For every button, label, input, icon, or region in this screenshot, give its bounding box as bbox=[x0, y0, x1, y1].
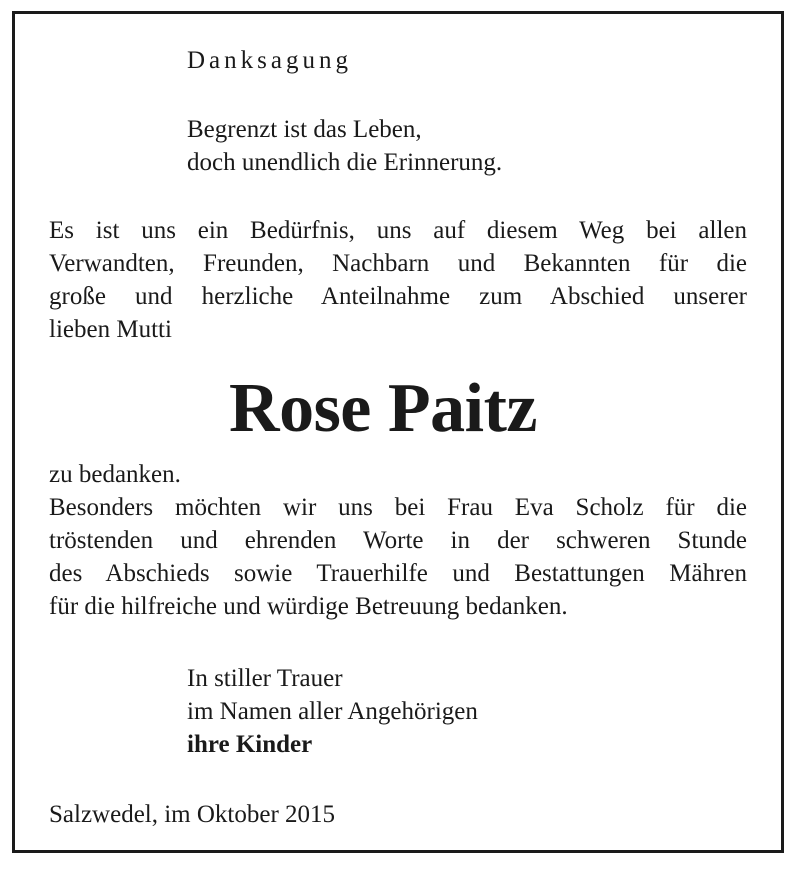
paragraph-line: große und herzliche Anteilnahme zum Abschied unserer bbox=[49, 283, 747, 310]
signature-line: In stiller Trauer bbox=[187, 665, 343, 692]
signature-line: im Namen aller Angehörigen bbox=[187, 698, 478, 725]
paragraph-line: lieben Mutti bbox=[49, 316, 172, 343]
signature-family: ihre Kinder bbox=[187, 731, 313, 758]
poem-line: doch unendlich die Erinnerung. bbox=[187, 149, 503, 176]
paragraph-line: Es ist uns ein Bedürfnis, uns auf diesem Weg bei allen bbox=[49, 217, 747, 244]
paragraph-line: Verwandten, Freunden, Nachbarn und Bekannten für die bbox=[49, 250, 747, 277]
paragraph-line: für die hilfreiche und würdige Betreuung bedanken. bbox=[49, 593, 568, 620]
paragraph-line: zu bedanken. bbox=[49, 461, 181, 488]
place-date: Salzwedel, im Oktober 2015 bbox=[49, 801, 336, 828]
paragraph-line: Besonders möchten wir uns bei Frau Eva Scholz für die bbox=[49, 494, 747, 521]
obituary-notice bbox=[12, 11, 784, 853]
deceased-name: Rose Paitz bbox=[229, 370, 537, 447]
paragraph-line: tröstenden und ehrenden Worte in der schweren Stunde bbox=[49, 527, 747, 554]
notice-heading: Danksagung bbox=[187, 47, 352, 74]
poem-line: Begrenzt ist das Leben, bbox=[187, 116, 422, 143]
paragraph-line: des Abschieds sowie Trauerhilfe und Bestattungen Mähren bbox=[49, 560, 747, 587]
